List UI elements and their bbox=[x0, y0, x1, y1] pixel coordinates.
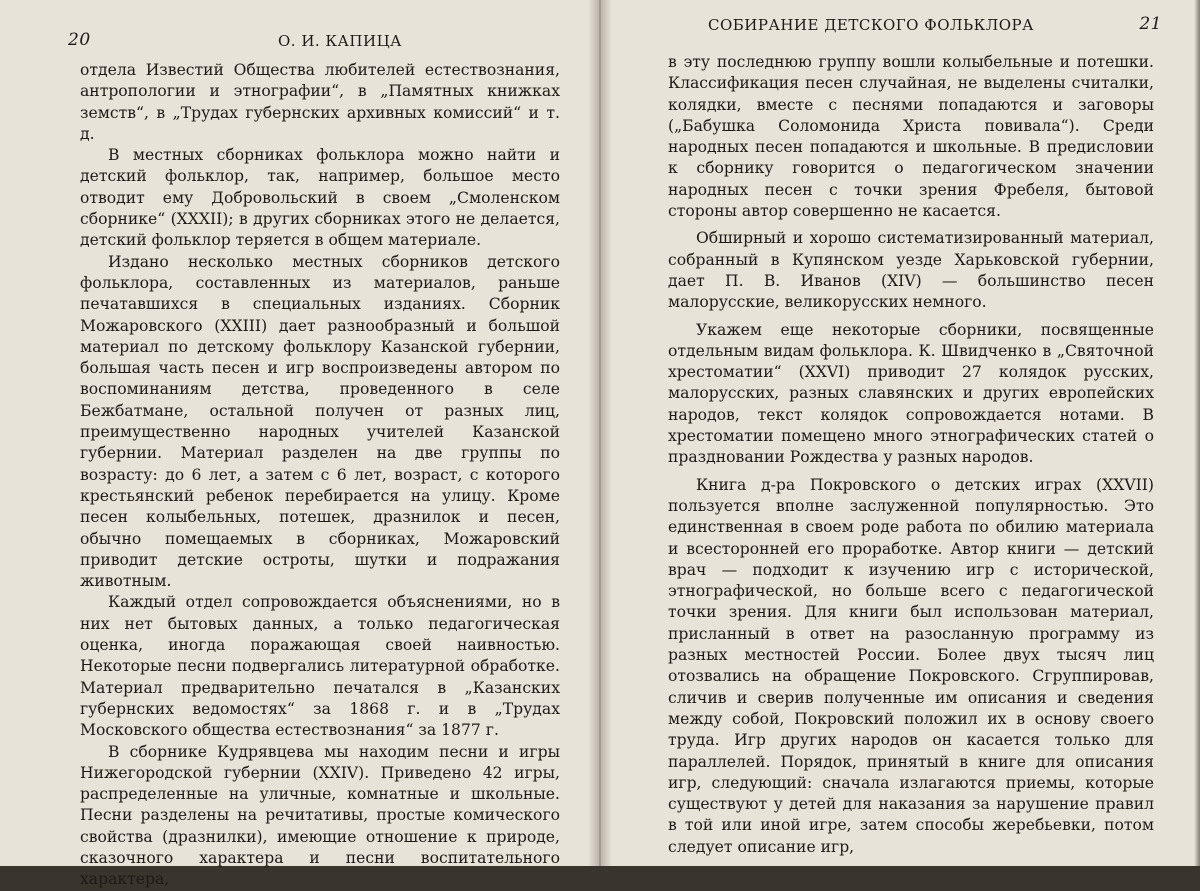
left-page-header bbox=[68, 30, 560, 60]
left-running-head: О. И. КАПИЦА bbox=[277, 32, 403, 50]
paragraph: Укажем еще некоторые сборники, посвященные отдельным видам фольклора. К. Швидченко в „Святочной хрестоматии“ (XXVI) приводит 27 колядок русских, малорусских, разных славянских и других европейских народов, текст колядок сопровождается нотами. В хрестоматии помещено много этнографических статей о праздновании Рождества у разных народов. bbox=[668, 320, 1154, 467]
right-running-head: СОБИРАНИЕ ДЕТСКОГО ФОЛЬКЛОРА bbox=[708, 16, 1034, 34]
left-page-text bbox=[80, 60, 560, 891]
paragraph: Обширный и хорошо систематизированный материал, собранный в Купянском уезде Харьковской губернии, дает П. В. Иванов (XIV) — большинство песен малорусские, великорусских немного. bbox=[668, 229, 1154, 312]
paragraph: отдела Известий Общества любителей естествознания, антропологии и этнографии“, в „Памятных книжках земств“, в „Трудах губернских архивных комиссий“ и т. д. bbox=[80, 61, 560, 143]
book-gutter-shadow bbox=[588, 0, 612, 866]
right-page bbox=[600, 0, 1200, 866]
paragraph: Книга д-ра Покровского о детских играх (XXVII) пользуется вполне заслуженной популярностью. Это единственная в своем роде работа по обилию материала и всесторонней его проработке. Автор книги — детский врач — подходит к изучению игр с исторической, этнографической, но больше всего с педагогической точки зрения. Для книги был использован материал, присланный в ответ на разосланную программу из разных местностей России. Более двух тысяч лиц отозвались на обращение Покровского. Сгруппировав, сличив и сверив полученные им описания и сведения между собой, Покровский положил их в основу своего труда. Игр других народов он касается только для параллелей. Порядок, принятый в книге для описания игр, следующий: сначала излагаются приемы, которые существуют у детей для наказания за нарушение правил в той или иной игре, затем способы жеребьевки, потом следует описание игр, bbox=[668, 475, 1154, 856]
paragraph: В местных сборниках фольклора можно найти и детский фольклор, так, например, большое место отводит ему Добровольский в своем „Смоленском сборнике“ (XXXII); в других сборниках этого не делается, детский фольклор теряется в общем материале. bbox=[80, 146, 560, 250]
paragraph: В сборнике Кудрявцева мы находим песни и игры Нижегородской губернии (XXIV). Приведено 42 игры, распределенные на уличные, комнатные и школьные. Песни разделены на речитативы, простые комического свойства (дразнилки), имеющие отношение к природе, сказочного характера и песни воспитательного характера, bbox=[80, 742, 560, 889]
paragraph: в эту последнюю группу вошли колыбельные и потешки. Классификация песен случайная, не выделены считалки, колядки, вместе с песнями попадаются и заговоры („Бабушка Соломонида Христа повивала“). Среди народных песен попадаются и школьные. В предисловии к сборнику говорится о педагогическом значении народных песен с точки зрения Фребеля, бытовой стороны автор совершенно не касается. bbox=[668, 53, 1154, 221]
paragraph: Издано несколько местных сборников детского фольклора, составленных из материалов, раньше печатавшихся в специальных изданиях. Сборник Можаровского (XXIII) дает разнообразный и большой материал по детскому фольклору Казанской губернии, большая часть песен и игр воспроизведены автором по воспоминаниям детства, проведенного в селе Бежбатмане, остальной получен от разных лиц, преимущественно народных учителей Казанской губернии. Материал разделен на две группы по возрасту: до 6 лет, а затем с 6 лет, возраст, с которого крестьянский ребенок перебирается на улицу. Кроме песен колыбельных, потешек, дразнилок и песен, обычно помещаемых в сборниках, Можаровский приводит детские остроты, шутки и подражания животным. bbox=[80, 252, 560, 591]
page-edge-shadow bbox=[1194, 0, 1200, 866]
left-page-number: 20 bbox=[68, 30, 91, 50]
left-page bbox=[0, 0, 600, 889]
paragraph: Каждый отдел сопровождается объяснениями, но в них нет бытовых данных, а только педагогическая оценка, иногда поражающая своей наивностью. Некоторые песни подвергались литературной обработке. Материал предварительно печатался в „Казанских губернских ведомостях“ за 1868 г. и в „Трудах Московского общества естествознания“ за 1877 г. bbox=[80, 593, 560, 740]
right-page-number: 21 bbox=[1139, 14, 1162, 34]
right-page-header bbox=[668, 14, 1162, 44]
right-page-text bbox=[668, 52, 1154, 858]
